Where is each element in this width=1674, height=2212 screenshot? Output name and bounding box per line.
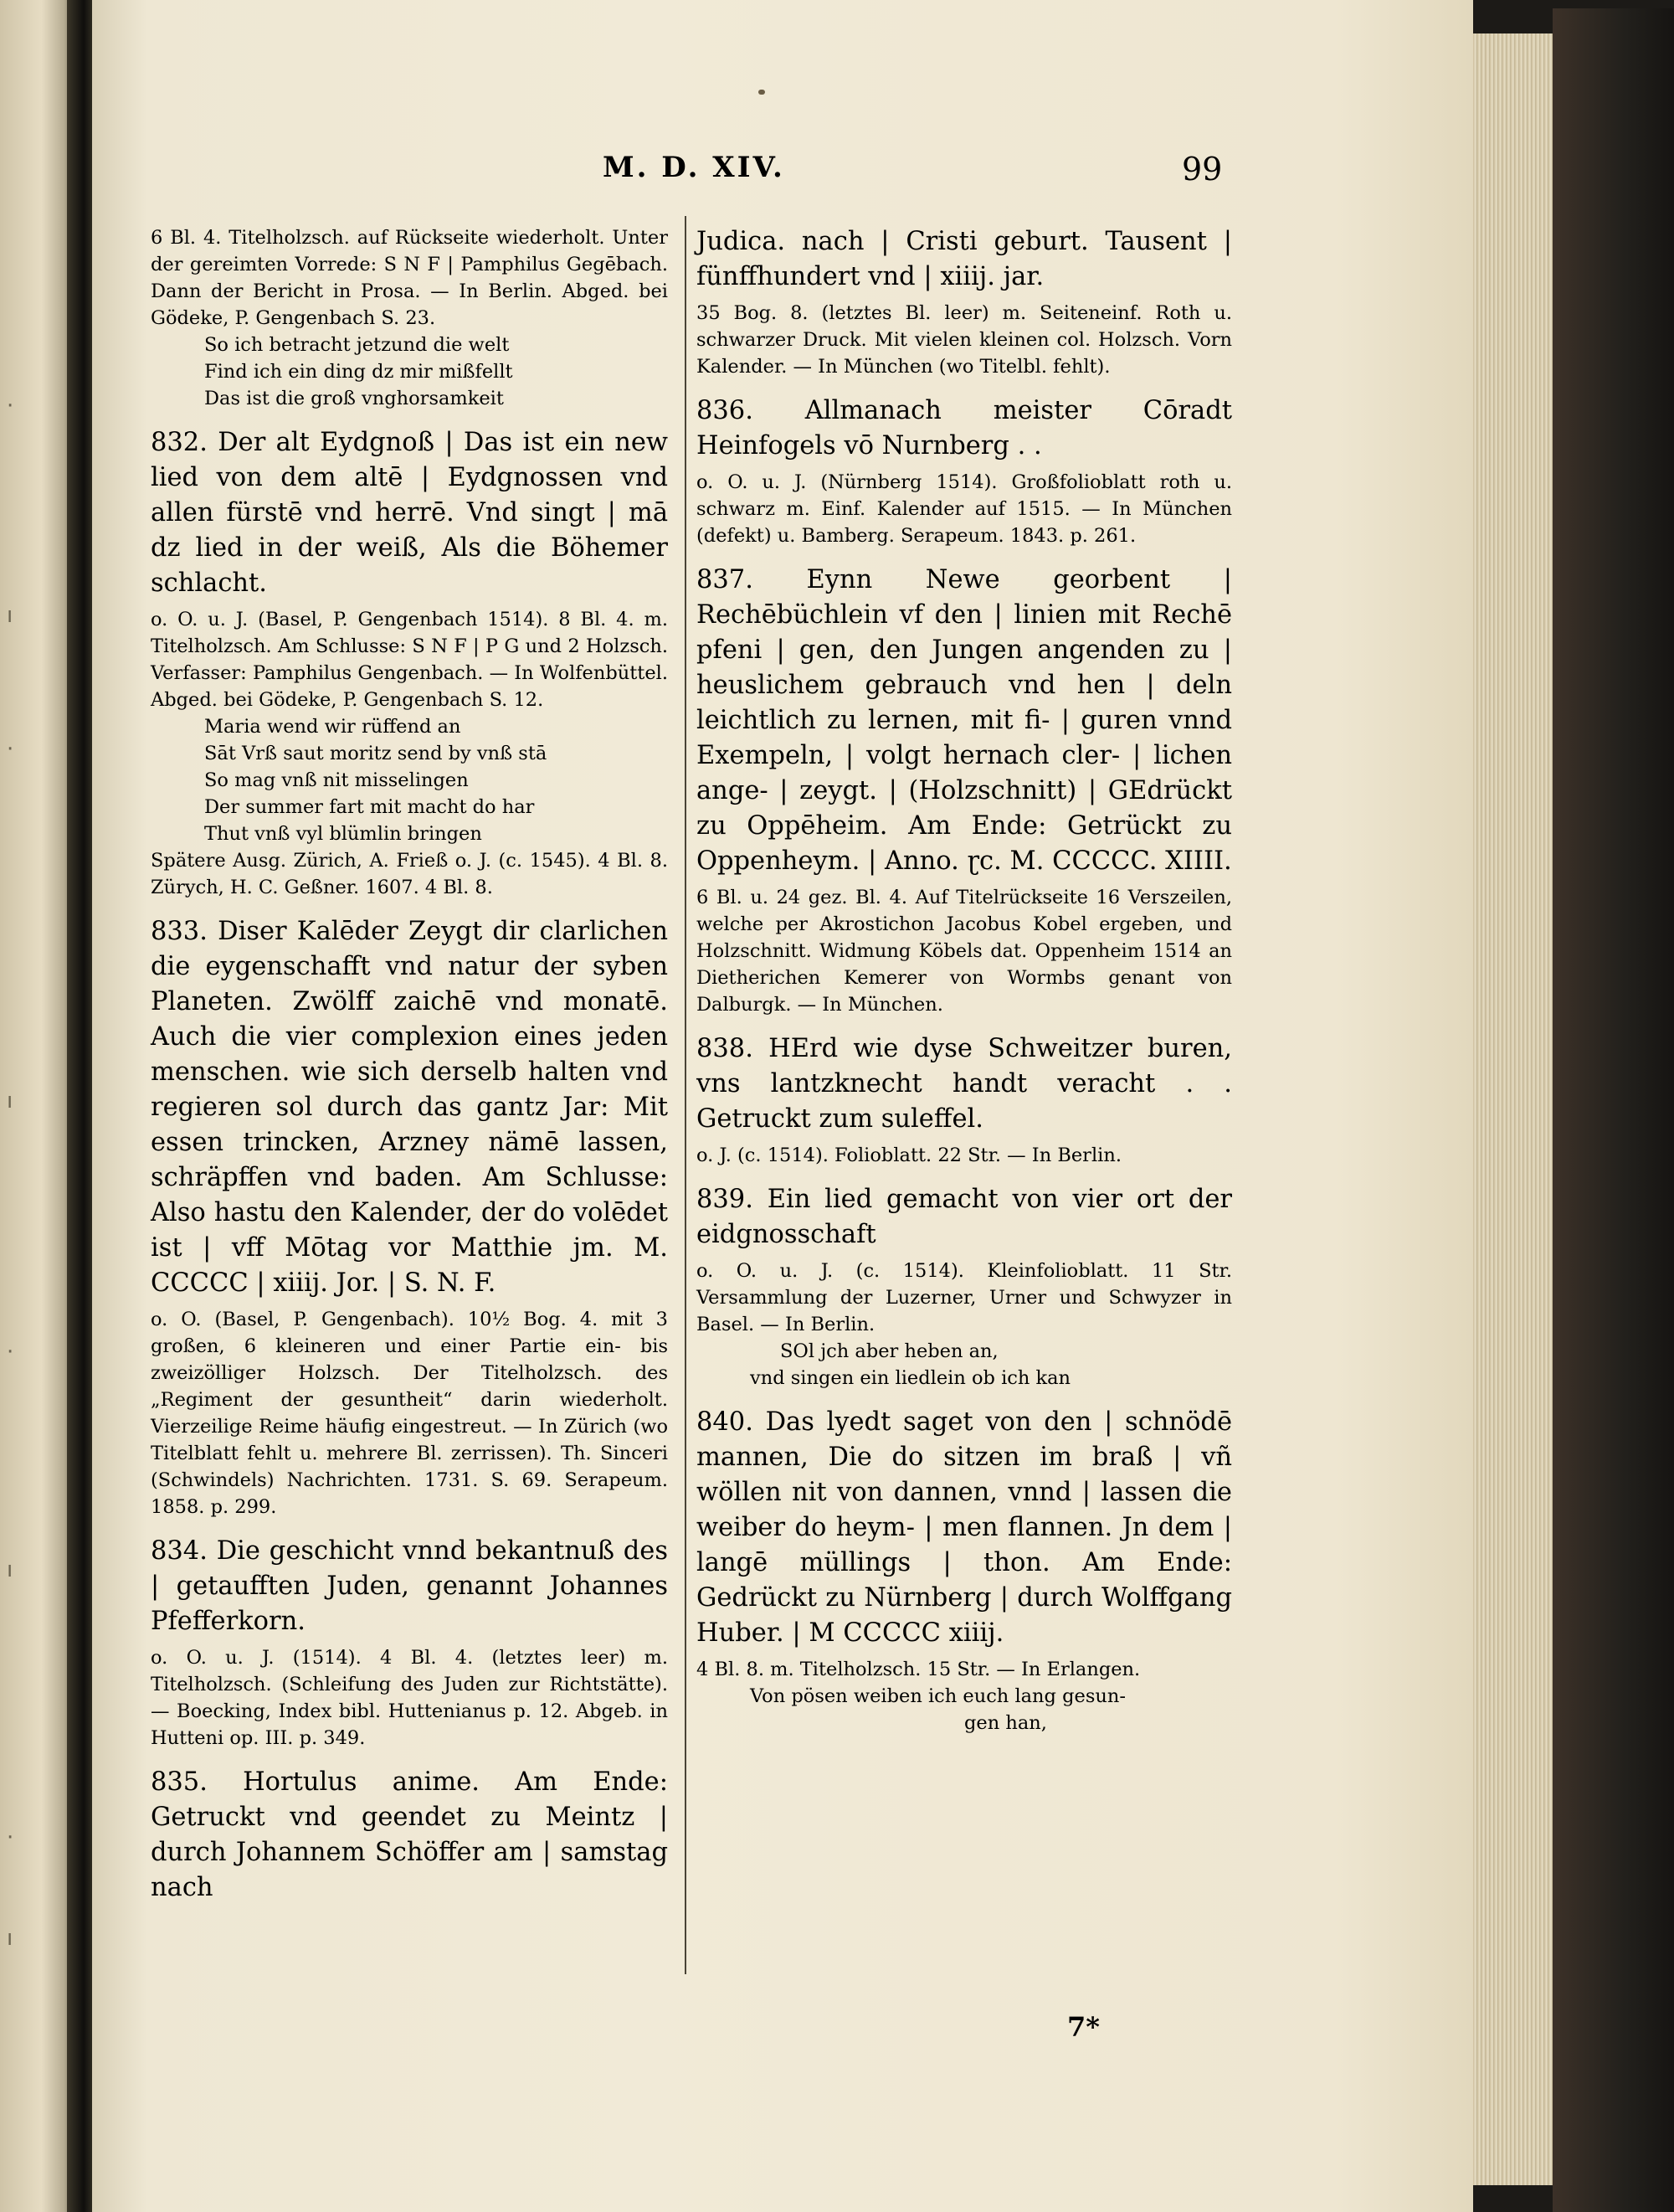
- entry-834-title: 834. Die geschicht vnnd bekantnuß des | getaufften Juden, genannt Johannes Pfefferkorn.: [151, 1536, 668, 1636]
- entry-840-title: 840. Das lyedt saget von den | schnödē mannen, Die do sitzen im braß | vñ wöllen nit von dannen, vnnd | lassen die weiber do heym- | men flannen. Jn dem | langē müllings | thon. Am Ende: Gedrückt zu Nürnberg | durch Wolffgang Huber. | M CCCCC xiiij.: [696, 1407, 1232, 1648]
- column-rule: [685, 216, 686, 1974]
- entry-835-note: 35 Bog. 8. (letztes Bl. leer) m. Seiteneinf. Roth u. schwarzer Druck. Mit vielen kleinen col. Holzsch. Vorn Kalender. — In München (wo Titelbl. fehlt).: [696, 302, 1232, 378]
- entry-832-title: 832. Der alt Eydgnoß | Das ist ein new lied von dem altē | Eydgnossen vnd allen fürstē vnd herrē. Vnd singt | mā dz lied in der weiß, Als die Böhemer schlacht.: [151, 428, 668, 598]
- verse-line: Der summer fart mit macht do har: [204, 796, 535, 818]
- entry-833-note: o. O. (Basel, P. Gengenbach). 10½ Bog. 4. mit 3 großen, 6 kleineren und einer Partie ein- bis zweizölliger Holzsch. Der Titelholzsch. des „Regiment der gesuntheit“ darin wiederholt. Vierzeilige Reime häufig eingestreut. — In Zürich (wo Titelblatt fehlt u. mehrere Bl. zerrissen). Th. Sinceri (Schwindels) Nachrichten. 1731. S. 69. Serapeum. 1858. p. 299.: [151, 1309, 668, 1518]
- verse-line: Von pösen weiben ich euch lang gesun-: [750, 1685, 1126, 1707]
- entry-840-note: 4 Bl. 8. m. Titelholzsch. 15 Str. — In Erlangen.: [696, 1659, 1141, 1680]
- verse-line: Sāt Vrß saut moritz send by vnß stā: [204, 743, 547, 764]
- entry-837-title: 837. Eynn Newe georbent | Rechēbüchlein vf den | linien mit Rechē pfeni | gen, den Jungen angenden zu | heuslichem gebrauch vnd hen | deln leichtlich zu lernen, mit fi- | guren vnnd Exempeln, | volgt hernach cler- | lichen ange- | zeygt. | (Holzschnitt) | GEdrückt zu Oppēheim. Am Ende: Getrückt zu Oppenheym. | Anno. ɽc. M. CCCCC. XIIII.: [696, 565, 1232, 876]
- entry-831-note: 6 Bl. 4. Titelholzsch. auf Rückseite wiederholt. Unter der gereimten Vorrede: S N F | Pamphilus Gegēbach. Dann der Bericht in Prosa. — In Berlin. Abged. bei Gödeke, P. Gengenbach S. 23.: [151, 227, 668, 329]
- verse-line: So ich betracht jetzund die welt: [204, 334, 510, 356]
- entry-836-note: o. O. u. J. (Nürnberg 1514). Großfolioblatt roth u. schwarz m. Einf. Kalender auf 1515. — In München (defekt) u. Bamberg. Serapeum. 1843. p. 261.: [696, 471, 1232, 547]
- verse-line: So mag vnß nit misselingen: [204, 769, 469, 791]
- left-page-margin-marks: · ı · ı · ı · ı: [7, 394, 14, 1951]
- book-cover: [1553, 8, 1674, 2212]
- verse-line: SOl jch aber heben an,: [780, 1340, 999, 1362]
- signature-mark: 7*: [1067, 2011, 1100, 2043]
- entry-834-note: o. O. u. J. (1514). 4 Bl. 4. (letztes leer) m. Titelholzsch. (Schleifung des Juden zur Richtstätte). — Boecking, Index bibl. Huttenianus p. 12. Abgeb. in Hutteni op. III. p. 349.: [151, 1647, 668, 1749]
- entry-833-title: 833. Diser Kalēder Zeygt dir clarlichen die eygenschafft vnd natur der syben Planeten. Zwölff zaichē vnd monatē. Auch die vier complexion eines jeden menschen. wie sich derselb halten vnd regieren sol durch das gantz Jar: Mit essen trincken, Arzney nämē lassen, schräpffen vnd baden. Am Schlusse: Also hastu den Kalender, der do volēdet ist | vff Mōtag vor Matthie jm. M. CCCCC | xiiij. Jor. | S. N. F.: [151, 917, 668, 1298]
- page-block-edges: [1473, 33, 1557, 2185]
- page-number: 99: [1182, 151, 1223, 188]
- entry-832-later-editions: Spätere Ausg. Zürich, A. Frieß o. J. (c. 1545). 4 Bl. 8. Zürych, H. C. Geßner. 1607. 4 Bl. 8.: [151, 850, 668, 898]
- verse-line: Maria wend wir rüffend an: [204, 716, 461, 738]
- entry-832-note: o. O. u. J. (Basel, P. Gengenbach 1514). 8 Bl. 4. m. Titelholzsch. Am Schlusse: S N F | P G und 2 Holzsch. Verfasser: Pamphilus Gengenbach. — In Wolfenbüttel. Abged. bei Gödeke, P. Gengenbach S. 12.: [151, 609, 668, 711]
- verse-line: Das ist die groß vnghorsamkeit: [204, 388, 504, 409]
- running-head: M. D. XIV.: [603, 151, 785, 184]
- entry-839-note: o. O. u. J. (c. 1514). Kleinfolioblatt. 11 Str. Versammlung der Luzerner, Urner und Schwyzer in Basel. — In Berlin.: [696, 1260, 1232, 1335]
- entry-837-note: 6 Bl. u. 24 gez. Bl. 4. Auf Titelrückseite 16 Verszeilen, welche per Akrostichon Jacobus Kobel ergeben, und Holzschnitt. Widmung Köbels dat. Oppenheim 1514 an Dietherichen Kemerer von Wormbs genant von Dalburgk. — In München.: [696, 887, 1232, 1016]
- entry-839-title: 839. Ein lied gemacht von vier ort der eidgnosschaft: [696, 1185, 1232, 1249]
- verse-line: vnd singen ein liedlein ob ich kan: [750, 1367, 1071, 1389]
- entry-838-note: o. J. (c. 1514). Folioblatt. 22 Str. — In Berlin.: [696, 1145, 1122, 1166]
- ink-speck: [758, 90, 765, 95]
- verse-line: Find ich ein ding dz mir mißfellt: [204, 361, 513, 383]
- entry-835-title: 835. Hortulus anime. Am Ende: Getruckt vnd geendet zu Meintz | durch Johannem Schöffer am | samstag nach: [151, 1767, 668, 1902]
- right-column: [696, 224, 1232, 1736]
- verse-line: gen han,: [964, 1712, 1047, 1734]
- left-column: [151, 224, 668, 1906]
- entry-836-title: 836. Allmanach meister Cōradt Heinfogels vō Nurnberg . .: [696, 396, 1232, 460]
- entry-835-continued: Judica. nach | Cristi geburt. Tausent | fünffhundert vnd | xiiij. jar.: [696, 227, 1232, 291]
- verse-line: Thut vnß vyl blümlin bringen: [204, 823, 482, 845]
- entry-838-title: 838. HErd wie dyse Schweitzer buren, vns lantzknecht handt veracht . . Getruckt zum suleffel.: [696, 1034, 1232, 1134]
